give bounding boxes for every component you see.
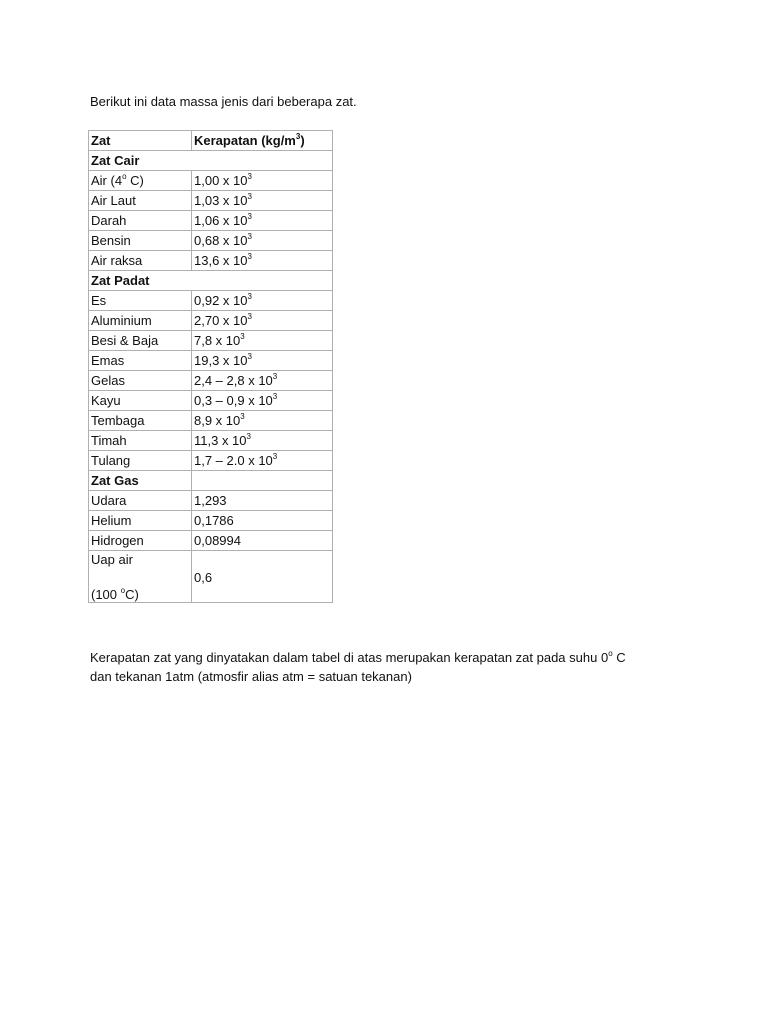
table-row — [89, 531, 333, 551]
substance-name: Darah — [89, 211, 192, 231]
footnote-line-1: Kerapatan zat yang dinyatakan dalam tabel di atas merupakan kerapatan zat pada suhu 0$^o$ C — [90, 649, 626, 665]
density-value: 1,00 x $10^3$ — [192, 171, 333, 191]
substance-name: Besi & Baja — [89, 331, 192, 351]
substance-name: Air raksa — [89, 251, 192, 271]
table-row — [89, 411, 333, 431]
section-row-zat-cair — [89, 151, 333, 171]
density-value: 0,68 x $10^3$ — [192, 231, 333, 251]
density-value: 1,06 x $10^3$ — [192, 211, 333, 231]
table-row — [89, 391, 333, 411]
table-row — [89, 251, 333, 271]
section-title: Zat Padat — [89, 271, 333, 291]
substance-name: Uap air (100 $^o$C) — [89, 551, 192, 603]
table-row — [89, 491, 333, 511]
footnote-text — [90, 648, 690, 686]
density-value: 0,08994 — [192, 531, 333, 551]
table-row — [89, 211, 333, 231]
empty-cell — [192, 471, 333, 491]
substance-name: Kayu — [89, 391, 192, 411]
substance-name: Gelas — [89, 371, 192, 391]
table-row — [89, 511, 333, 531]
substance-name: Timah — [89, 431, 192, 451]
density-value: 1,293 — [192, 491, 333, 511]
table-row — [89, 551, 333, 603]
table-row — [89, 331, 333, 351]
table-row — [89, 291, 333, 311]
substance-name: Aluminium — [89, 311, 192, 331]
density-value: 1,03 x $10^3$ — [192, 191, 333, 211]
density-value: 2,70 x $10^3$ — [192, 311, 333, 331]
density-value: 11,3 x $10^3$ — [192, 431, 333, 451]
substance-name: Air Laut — [89, 191, 192, 211]
table-row — [89, 191, 333, 211]
density-table — [88, 130, 333, 603]
intro-text: Berikut ini data massa jenis dari beberapa zat. — [90, 94, 357, 109]
density-value: 13,6 x $10^3$ — [192, 251, 333, 271]
density-value: 19,3 x $10^3$ — [192, 351, 333, 371]
substance-name: Air (4$^o$ C) — [89, 171, 192, 191]
density-value: 8,9 x $10^3$ — [192, 411, 333, 431]
table-row — [89, 371, 333, 391]
table-row — [89, 171, 333, 191]
density-value: 0,6 — [192, 551, 333, 603]
density-value: 1,7 – 2.0 x $10^3$ — [192, 451, 333, 471]
substance-name: Tembaga — [89, 411, 192, 431]
header-zat: Zat — [89, 131, 192, 151]
substance-name: Hidrogen — [89, 531, 192, 551]
density-value: 0,1786 — [192, 511, 333, 531]
header-kerapatan: Kerapatan $(kg/m^3)$ — [192, 131, 333, 151]
footnote-line-2: dan tekanan 1atm (atmosfir alias atm = satuan tekanan) — [90, 669, 412, 684]
substance-name: Es — [89, 291, 192, 311]
density-value: 0,92 x $10^3$ — [192, 291, 333, 311]
table-row — [89, 451, 333, 471]
table-row — [89, 431, 333, 451]
substance-name: Bensin — [89, 231, 192, 251]
density-value: 0,3 – 0,9 x $10^3$ — [192, 391, 333, 411]
section-row-zat-padat — [89, 271, 333, 291]
substance-name: Tulang — [89, 451, 192, 471]
table-row — [89, 231, 333, 251]
density-value: 2,4 – 2,8 x $10^3$ — [192, 371, 333, 391]
substance-name: Emas — [89, 351, 192, 371]
section-row-zat-gas — [89, 471, 333, 491]
substance-name: Helium — [89, 511, 192, 531]
section-title: Zat Gas — [89, 471, 192, 491]
section-title: Zat Cair — [89, 151, 333, 171]
table-row — [89, 351, 333, 371]
substance-name: Udara — [89, 491, 192, 511]
table-header-row — [89, 131, 333, 151]
table-row — [89, 311, 333, 331]
density-value: 7,8 x $10^3$ — [192, 331, 333, 351]
